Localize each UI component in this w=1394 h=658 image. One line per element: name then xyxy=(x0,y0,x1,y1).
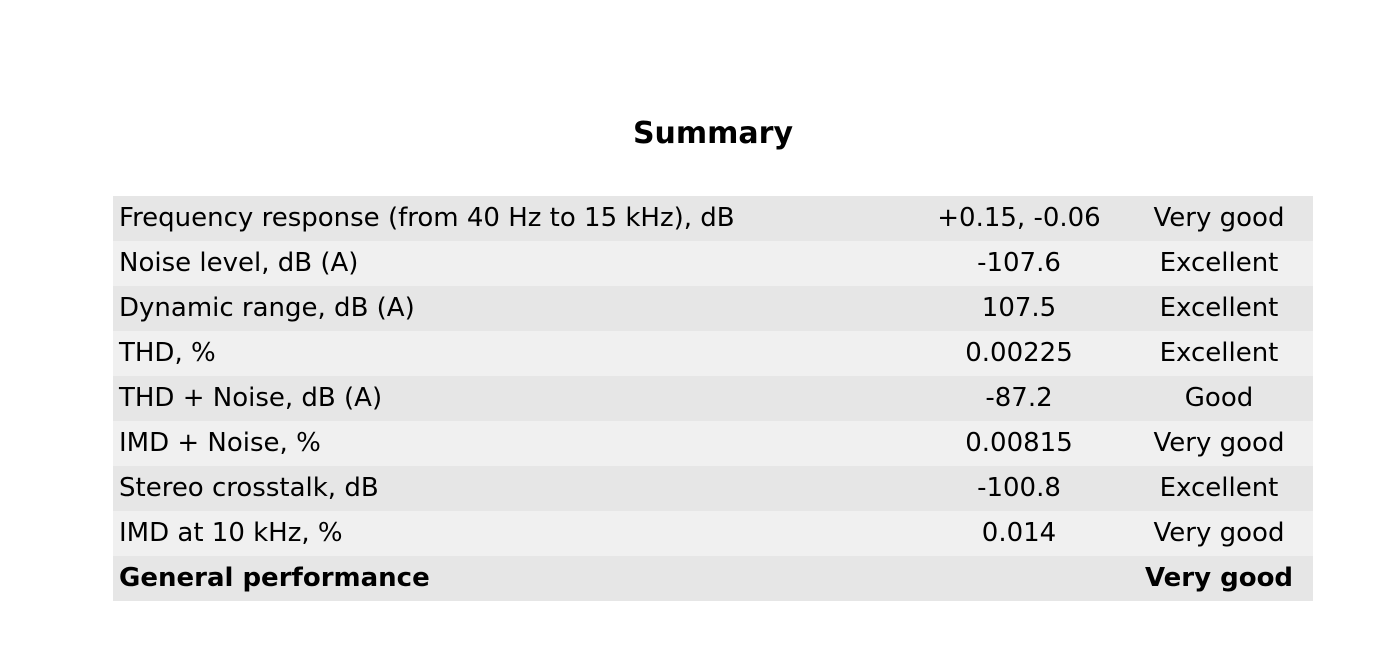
general-performance-label: General performance xyxy=(119,563,430,593)
table-row xyxy=(113,331,1313,376)
rating-cell: Excellent xyxy=(1159,248,1279,278)
parameter-cell: Noise level, dB (A) xyxy=(119,248,359,278)
table-row xyxy=(113,511,1313,556)
parameter-cell: THD, % xyxy=(119,338,216,368)
summary-table xyxy=(113,196,1313,601)
parameter-cell: IMD + Noise, % xyxy=(119,428,321,458)
table-row xyxy=(113,466,1313,511)
rating-cell: Very good xyxy=(1153,518,1285,548)
value-cell: 107.5 xyxy=(981,293,1057,323)
general-performance-value xyxy=(913,556,1125,601)
page-title: Summary xyxy=(632,116,794,151)
rating-cell: Excellent xyxy=(1159,338,1279,368)
rating-cell: Excellent xyxy=(1159,293,1279,323)
value-cell: -100.8 xyxy=(977,473,1061,503)
parameter-cell: Frequency response (from 40 Hz to 15 kHz), dB xyxy=(119,203,735,233)
value-cell: -87.2 xyxy=(985,383,1053,413)
table-row xyxy=(113,376,1313,421)
value-cell: +0.15, -0.06 xyxy=(937,203,1101,233)
table-row xyxy=(113,421,1313,466)
rating-cell: Very good xyxy=(1153,203,1285,233)
value-cell: -107.6 xyxy=(977,248,1061,278)
parameter-cell: Stereo crosstalk, dB xyxy=(119,473,379,503)
rating-cell: Very good xyxy=(1153,428,1285,458)
parameter-cell: IMD at 10 kHz, % xyxy=(119,518,343,548)
general-performance-rating: Very good xyxy=(1144,563,1294,593)
parameter-cell: Dynamic range, dB (A) xyxy=(119,293,415,323)
value-cell: 0.00225 xyxy=(965,338,1073,368)
table-row xyxy=(113,241,1313,286)
table-row xyxy=(113,196,1313,241)
rating-cell: Good xyxy=(1184,383,1254,413)
value-cell: 0.00815 xyxy=(965,428,1073,458)
general-performance-row xyxy=(113,556,1313,601)
table-row xyxy=(113,286,1313,331)
value-cell: 0.014 xyxy=(981,518,1057,548)
parameter-cell: THD + Noise, dB (A) xyxy=(119,383,383,413)
rating-cell: Excellent xyxy=(1159,473,1279,503)
